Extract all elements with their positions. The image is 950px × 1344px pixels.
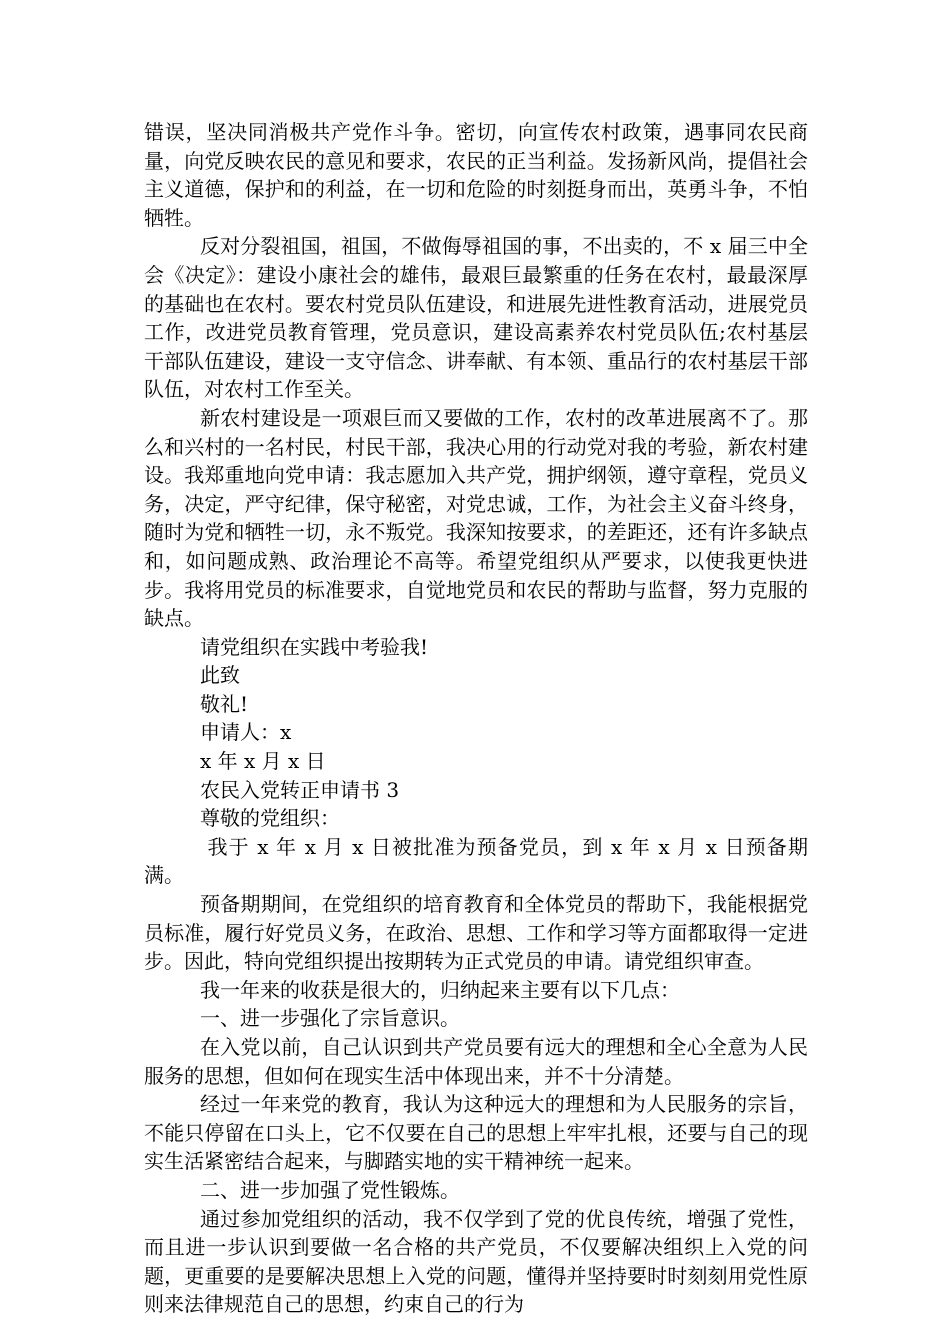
heading-point-two: 二、进一步加强了党性锻炼。 [200, 1177, 460, 1202]
paragraph-oppose-separatism: 反对分裂祖国，祖国，不做侮辱祖国的事，不出卖的，不 x 届三中全会《决定》：建设小康社会的雄伟，最艰巨最繁重的任务在农村，最最深厚的基础也在农村。要农村党员队伍建设，和进展先进性教育活动，进展党员工作，改进党员教育管理，党员意识，建设高素养农村党员队伍;农村基层干部队伍建设，建设一支守信念、讲奉献、有本领、重品行的农村基层干部队伍，对农村工作至关。 [144, 234, 808, 402]
paragraph-after-education: 经过一年来党的教育，我认为这种远大的理想和为人民服务的宗旨，不能只停留在口头上，它不仅要在自己的思想上牢牢扎根，还要与自己的现实生活紧密结合起来，与脚踏实地的实干精神统一起来。 [144, 1092, 808, 1174]
paragraph-probation-dates: 我于 x 年 x 月 x 日被批准为预备党员，到 x 年 x 月 x 日预备期满。 [144, 834, 808, 888]
paragraph-party-activities: 通过参加党组织的活动，我不仅学到了党的优良传统，增强了党性，而且进一步认识到要做一名合格的共产党员，不仅要解决组织上入党的问题，更重要的是要解决思想上入党的问题，懂得并坚持要时时刻刻用党性原则来法律规范自己的思想，约束自己的行为 [144, 1206, 808, 1317]
paragraph-continuation: 错误，坚决同消极共产党作斗争。密切，向宣传农村政策，遇事同农民商量，向党反映农民的意见和要求，农民的正当利益。发扬新风尚，提倡社会主义道德，保护和的利益，在一切和危险的时刻挺身而出，英勇斗争，不怕牺牲。 [144, 120, 808, 230]
paragraph-before-joining: 在入党以前，自己认识到共产党员要有远大的理想和全心全意为人民服务的思想，但如何在现实生活中体现出来，并不十分清楚。 [144, 1035, 808, 1088]
paragraph-gains-intro: 我一年来的收获是很大的，归纳起来主要有以下几点： [200, 977, 680, 1002]
salutation-cizhi: 此致 [200, 663, 240, 688]
paragraph-probation-period: 预备期期间，在党组织的培育教育和全体党员的帮助下，我能根据党员标准，履行好党员义务，在政治、思想、工作和学习等方面都取得一定进步。因此，特向党组织提出按期转为正式党员的申请。请党组织审查。 [144, 892, 808, 974]
document-body [144, 118, 808, 1319]
greeting: 尊敬的党组织： [200, 806, 340, 831]
applicant-name: 申请人：x [200, 720, 292, 745]
closing-request: 请党组织在实践中考验我! [200, 634, 429, 659]
application-date: x 年 x 月 x 日 [200, 749, 326, 774]
paragraph-new-countryside: 新农村建设是一项艰巨而又要做的工作，农村的改革进展离不了。那么和兴村的一名村民，村民干部，我决心用的行动党对我的考验，新农村建设。我郑重地向党申请：我志愿加入共产党，拥护纲领，遵守章程，党员义务，决定，严守纪律，保守秘密，对党忠诚，工作，为社会主义奋斗终身，随时为党和牺牲一切，永不叛党。我深知按要求，的差距还，还有许多缺点和，如问题成熟、政治理论不高等。希望党组织从严要求，以使我更快进步。我将用党员的标准要求，自觉地党员和农民的帮助与监督，努力克服的缺点。 [144, 405, 808, 631]
heading-point-one: 一、进一步强化了宗旨意识。 [200, 1006, 460, 1031]
section-title: 农民入党转正申请书 3 [200, 777, 400, 802]
salutation-jingli: 敬礼! [200, 691, 249, 716]
